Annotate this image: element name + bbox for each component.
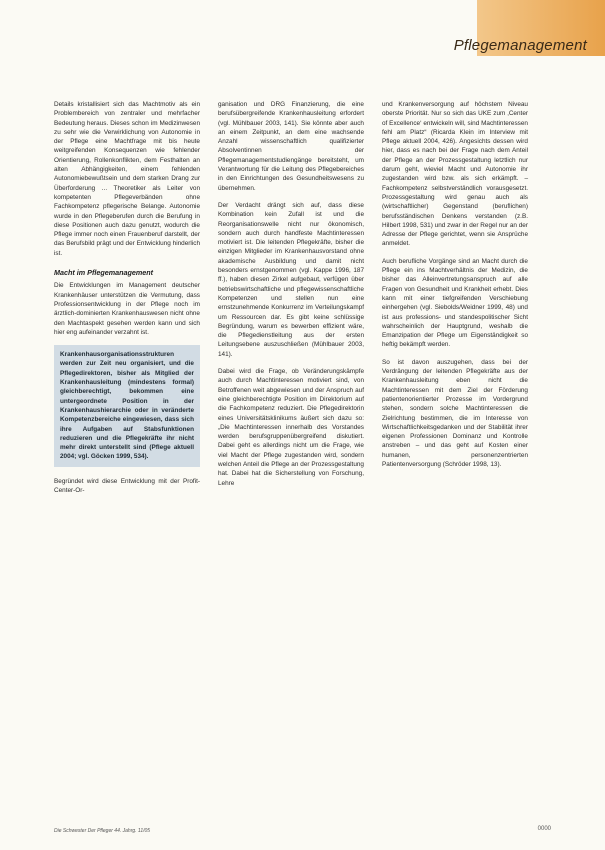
journal-footer: Die Schwester Der Pfleger 44. Jahrg. 11/05 xyxy=(54,828,151,834)
paragraph: Begründet wird diese Entwicklung mit der Profit-Center-Or- xyxy=(54,477,200,494)
paragraph: Details kristallisiert sich das Machtmotiv als ein Problembereich von zentraler und mehrfacher Bedeutung heraus. Dieses schon im Medizinwesen zu sehr wie die Verwirklichung von Autonomie in der Pflege eine Machtfrage mit bis heute weitgreifenden Konsequenzen wie fehlender Orientierung, Rollenkonflikten, dem Festhalten an alten Abhängigkeiten, einem fehlenden Autonomiebewußtsein und dem starken Drang zur Überforderung ... Theoretiker als Leiter von kompetenten Pflegeverbänden ohne Fachkompetenz pflegerische Belange. Autonomie wurde in den Pflegeberufen durch die Berufung in diese Positionen auch dazu genutzt, wodurch die Pflege immer noch einen Frauenberuf darstellt, der das Berufsbild prägt und der Entwicklung hinderlich ist. xyxy=(54,101,200,257)
paragraph: und Krankenversorgung auf höchstem Niveau oberste Priorität. Nur so sich das UKE zum ‚Center of Excellence‘ entwickeln will, sind Machtinteressen fehl am Platz“ (Ricarda Klein im Interview mit Pflege aktuell 2004, 426). Angesichts dessen wird hier, dass es nach bei der Frage nach dem Anteil der Pflege an der Prozessgestaltung letztlich nur darum geht, wieviel Macht und Autonomie ihr zugestanden wird bzw. als sich erkämpft. – Fachkompetenz selbstverständlich vorausgesetzt. Prozessgestaltung wird genau auch als (wirtschaftlicher) Gegenstand (beruflichen) berufsständischen Denkens verstanden (z.B. Hilbert 1998, 531) und zwar in der Regel nur an der Adresse der Pflege gerichtet, wenn sie Ansprüche anmeldet. xyxy=(382,101,528,248)
text-column-3 xyxy=(382,100,528,477)
paragraph: Die Entwicklungen im Management deutscher Krankenhäuser unterstützen die Vermutung, dass Professionsentwicklung in der Pflege noch im ärztlich-dominierten Krankenhauswesen nicht ohne den Machtaspekt gesehen werden kann und sich hier eng aufeinander verzahnt ist. xyxy=(54,282,200,336)
highlight-callout: Krankenhausorganisationsstrukturen werden zur Zeit neu organisiert, und die Pflegedirektoren, bisher als Mitglied der Krankenhausleitung (mindestens formal) gleichberechtigt, bekommen eine untergeordnete Position in der Krankenhaushierarchie oder in veränderte Kompetenzbereiche eingewiesen, dass sich ihre Aufgaben auf Stabsfunktionen reduzieren und die Pflegekräfte ihr nicht mehr direkt unterstellt sind (Pflege aktuell 2004; vgl. Göcken 1999, 534). xyxy=(54,345,200,467)
section-title: Pflegemanagement xyxy=(453,37,587,54)
section-heading: Macht im Pflegemanagement xyxy=(54,268,154,278)
paragraph: ganisation und DRG Finanzierung, die eine berufsübergreifende Krankenhausleitung erfordert (vgl. Mühlbauer 2003, 141). Sie könnte aber auch an einem Zeitpunkt, an dem eine wachsende Anzahl wissenschaftlich qualifizierter Absolventinnen der Pflegemanagementstudiengänge bereitsteht, um Verantwortung für die Leitung des Pflegebereiches in den Einrichtungen des Gesundheitswesens zu übernehmen. xyxy=(218,101,364,192)
paragraph: So ist davon auszugehen, dass bei der Verdrängung der leitenden Pflegekräfte aus der Krankenhausleitung eben nicht die Machtinteressen mit dem Ziel der Förderung patientenorientierter Prozesse im Vordergrund stehen, sondern solche Machtinteressen die Zielrichtung bestimmen, die im Interesse von Wirtschaftlichkeitsgedanken und der Stabilität ihrer eigenen Professionen Dominanz und Kontrolle anstreben – und das geht auf Kosten einer humanen, personenzentrierten Patientenversorgung (Schröder 1998, 13). xyxy=(382,358,528,468)
paragraph: Dabei wird die Frage, ob Veränderungskämpfe auch durch Machtinteressen motiviert sind, von Betroffenen weit abgewiesen und der Anspruch auf eine gleichberechtigte Position im Direktorium auf die Fachkompetenz reduziert. Die Pflegedirektorin eines Universitätsklinikums äußert sich dazu so: „Die Machtinteressen innerhalb des Vorstandes werden berufsgruppenübergreifend diskutiert. Dabei geht es allerdings nicht um die Frage, wie viel Macht der Pflege zugestanden wird, sondern welchen Anteil die Pflege an der Prozessgestaltung hat. Dabei hat die Sicherstellung von Forschung, Lehre xyxy=(218,368,364,487)
text-column-2 xyxy=(218,100,364,496)
paragraph: Der Verdacht drängt sich auf, dass diese Kombination kein Zufall ist und die Reorganisationswelle nicht nur ökonomisch, sondern auch durch handfeste Machtinteressen motiviert ist. Die leitenden Pflegekräfte, bisher die einzigen Mitglieder im Krankenhausvorstand ohne akademische Ausbildung und damit nicht besonders ernstgenommen (vgl. Kappe 1996, 187 ff.), haben diesen Zirkel aufgebaut, verfügen über betriebswirtschaftliche und pflegewissenschaftliche Kompetenzen und stellen nun eine ernstzunehmende Konkurrenz im Verteilungskampf um Ressourcen dar. Es gibt keine schlüssige Begründung, warum es bewerben effizient wäre, die Pflegedienstleitung aus der ersten Leitungsebene auszuschließen (Mühlbauer 2003, 141). xyxy=(218,201,364,358)
page-number: 0000 xyxy=(537,826,551,832)
text-column-1 xyxy=(54,100,200,503)
paragraph: Auch berufliche Vorgänge sind an Macht durch die Pflege ein ins Machtverhältnis der Medizin, die bisher das Alleinvertretungsanspruch auf alle Fragen von Gesundheit und Krankheit erhebt. Dies kann mit einer tiefgreifenden Verschiebung einhergehen (vgl. Siebolds/Weidner 1999, 48) und ist aus professions- und standespolitischer Sicht wahrscheinlich der Hauptgrund, weshalb die Emanzipation der Pflege um Eigenständigkeit so heftig bekämpft werden. xyxy=(382,257,528,349)
